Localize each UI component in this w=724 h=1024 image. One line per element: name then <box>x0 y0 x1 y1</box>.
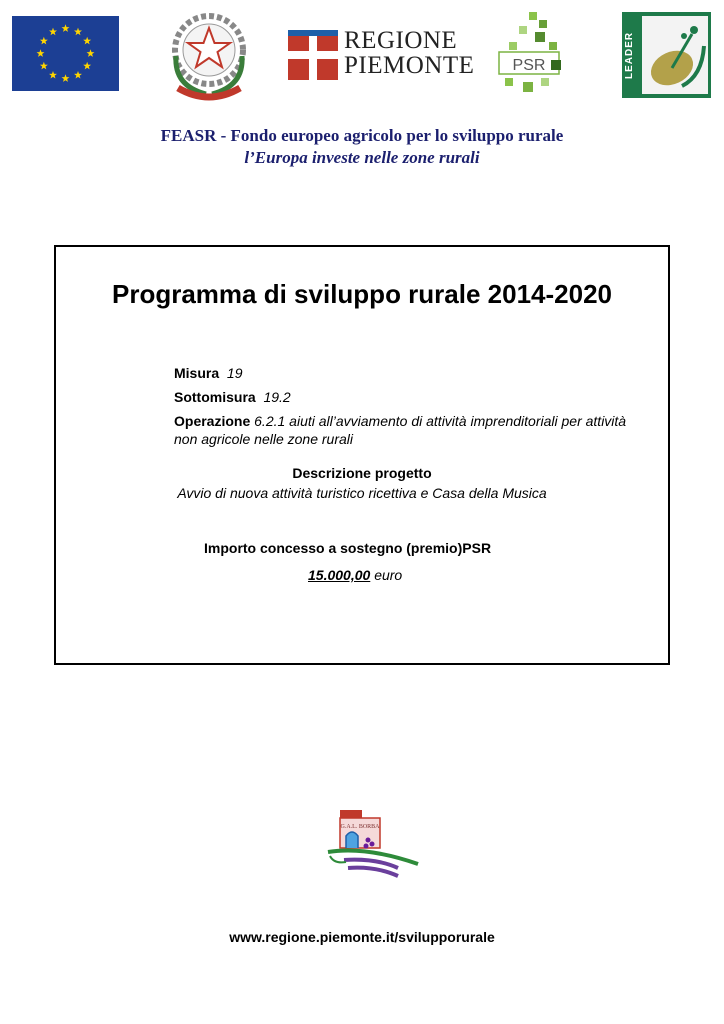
footer-url[interactable]: www.regione.piemonte.it/svilupporurale <box>229 929 495 945</box>
misura-row <box>174 364 242 382</box>
descrizione-label: Descrizione progetto <box>292 465 432 481</box>
importo-amount: 15.000,00 <box>308 567 371 583</box>
eu-star <box>83 62 91 70</box>
importo-unit: euro <box>374 567 403 583</box>
gal-text: G.A.L. BORBA <box>340 824 380 830</box>
italian-emblem-icon <box>166 6 252 106</box>
eu-star <box>87 49 95 57</box>
regione-shield-icon <box>288 30 338 80</box>
eu-star <box>40 37 48 45</box>
eu-star <box>62 24 70 32</box>
leader-logo <box>622 12 711 98</box>
misura-label: Misura <box>174 365 220 381</box>
programma-title: Programma di sviluppo rurale 2014-2020 <box>112 279 612 309</box>
eu-star <box>49 71 57 79</box>
importo-row <box>308 566 402 584</box>
eu-flag-logo <box>12 16 119 91</box>
eu-stars-icon <box>12 16 119 91</box>
eu-star <box>83 37 91 45</box>
misura-value: 19 <box>226 365 243 381</box>
feasr-heading: FEASR - Fondo europeo agricolo per lo sviluppo rurale <box>160 126 564 145</box>
eu-star <box>62 74 70 82</box>
psr-squares-icon <box>495 12 567 98</box>
regione-line2: PIEMONTE <box>344 52 475 79</box>
regione-line1: REGIONE <box>344 27 458 54</box>
eu-star <box>40 62 48 70</box>
regione-piemonte-logo <box>288 27 475 84</box>
repubblica-italiana-emblem <box>166 6 252 106</box>
programma-box <box>54 245 670 665</box>
gal-borba-logo <box>326 806 422 884</box>
regione-name <box>344 28 474 78</box>
eu-star <box>37 49 45 57</box>
psr-logo <box>495 12 567 98</box>
importo-label: Importo concesso a sostegno (premio)PSR <box>204 540 492 556</box>
operazione-row <box>174 412 644 448</box>
operazione-label: Operazione <box>174 413 251 429</box>
sottomisura-label: Sottomisura <box>174 389 256 405</box>
gal-borba-icon <box>326 806 422 884</box>
eu-star <box>49 28 57 36</box>
leader-plant-icon <box>642 16 708 94</box>
descrizione-value: Avvio di nuova attività turistico ricettiva e Casa della Musica <box>177 485 547 501</box>
psr-text: PSR <box>512 57 546 74</box>
leader-text: LEADER <box>624 31 635 79</box>
eu-star <box>74 71 82 79</box>
eu-star <box>74 28 82 36</box>
operazione-value: 6.2.1 aiuti all’avviamento di attività imprenditoriali per attività non agricole nelle zone rurali <box>174 413 627 447</box>
feasr-tagline: l’Europa investe nelle zone rurali <box>244 148 480 167</box>
sottomisura-row <box>174 388 291 406</box>
sottomisura-value: 19.2 <box>263 389 291 405</box>
